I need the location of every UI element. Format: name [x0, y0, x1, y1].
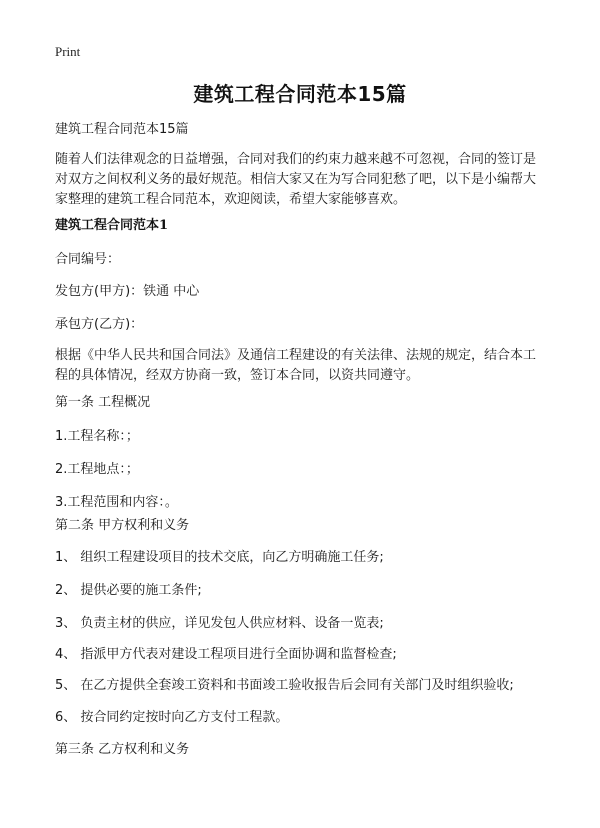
article2-item: 3、 负责主材的供应，详见发包人供应材料、设备一览表;	[55, 616, 384, 631]
contract-number: 合同编号：	[55, 252, 121, 267]
section-heading: 建筑工程合同范本1	[55, 218, 169, 233]
article1-item: 2.工程地点：；	[55, 462, 139, 477]
article1-item: 3.工程范围和内容：。	[55, 495, 178, 510]
article2-item: 6、 按合同约定按时向乙方支付工程款。	[55, 710, 289, 725]
article2-item: 5、 在乙方提供全套竣工资料和书面竣工验收报告后会同有关部门及时组织验收;	[55, 678, 514, 693]
party-a: 发包方(甲方)：铁通 中心	[55, 284, 200, 299]
article2-title: 第二条 甲方权利和义务	[55, 518, 190, 533]
party-b: 承包方(乙方)：	[55, 317, 144, 332]
article2-item: 1、 组织工程建设项目的技术交底，向乙方明确施工任务;	[55, 550, 384, 565]
intro-paragraph: 随着人们法律观念的日益增强，合同对我们的约束力越来越不可忽视，合同的签订是对双方之间权利义务的最好规范。相信大家又在为写合同犯愁了吧，以下是小编帮大家整理的建筑工程合同范本，欢迎阅读，希望大家能够喜欢。	[55, 152, 537, 207]
basis-paragraph: 根据《中华人民共和国合同法》及通信工程建设的有关法律、法规的规定，结合本工程的具体情况，经双方协商一致，签订本合同，以资共同遵守。	[55, 348, 537, 383]
article1-item: 1.工程名称：；	[55, 429, 139, 444]
document-subtitle: 建筑工程合同范本15篇	[55, 122, 189, 137]
print-link[interactable]: Print	[55, 44, 81, 59]
document-title: 建筑工程合同范本15篇	[193, 82, 407, 106]
article2-item: 4、 指派甲方代表对建设工程项目进行全面协调和监督检查;	[55, 647, 397, 662]
article2-item: 2、 提供必要的施工条件;	[55, 583, 202, 598]
article1-title: 第一条 工程概况	[55, 395, 151, 410]
article3-title: 第三条 乙方权利和义务	[55, 742, 190, 757]
